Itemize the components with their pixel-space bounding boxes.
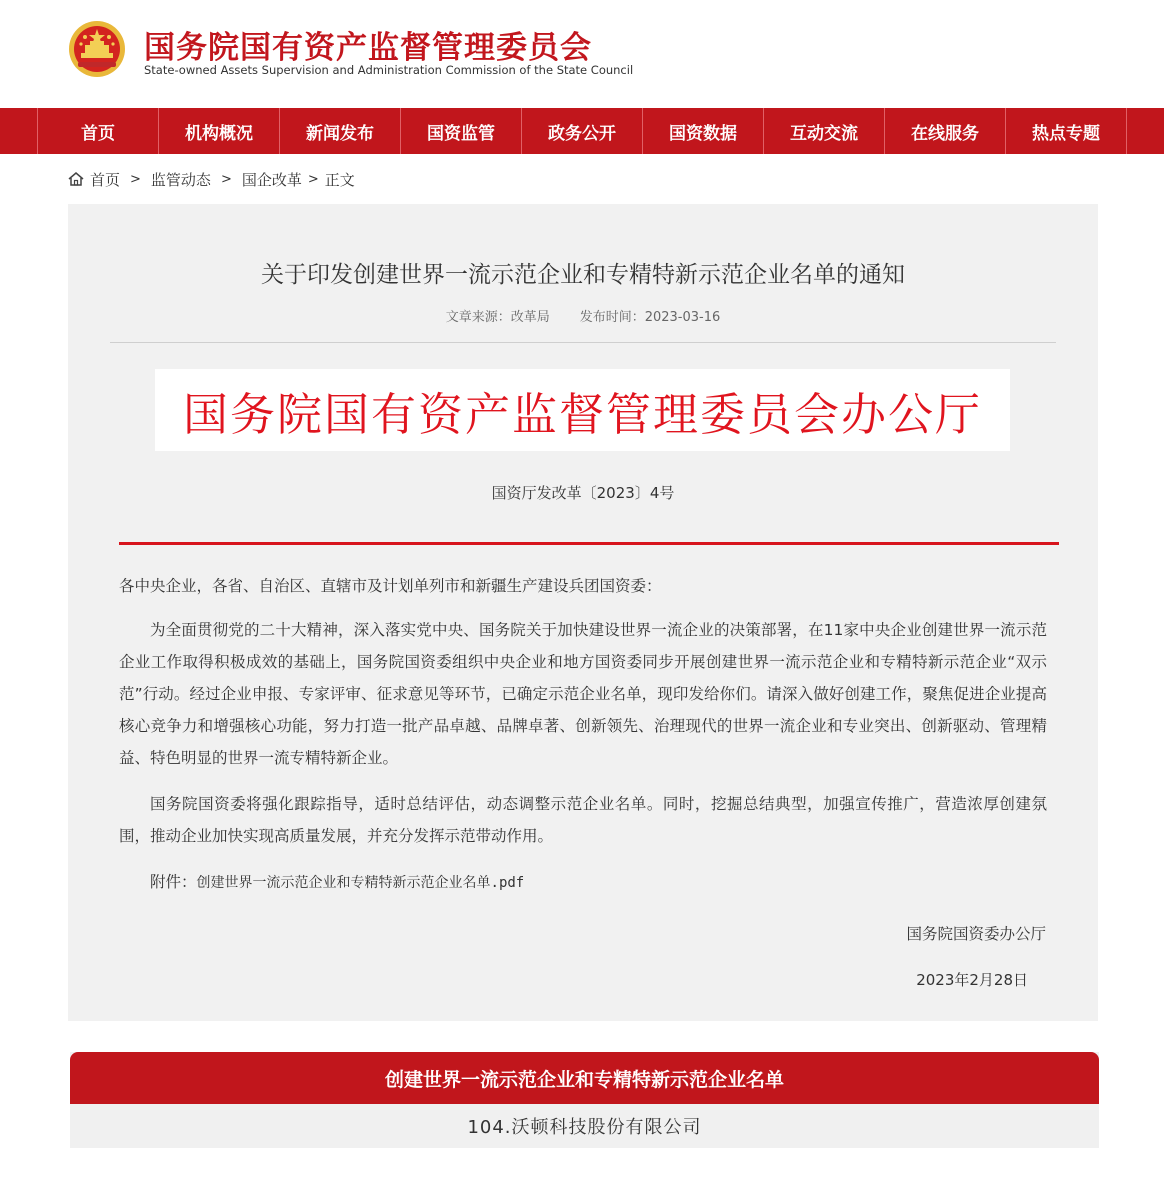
body-paragraph-1: 为全面贯彻党的二十大精神，深入落实党中央、国务院关于加快建设世界一流企业的决策部署，在11家中央企业创建世界一流示范企业工作取得积极成效的基础上，国务院国资委组织中央企业和地方国资委同步开展创建世界一流示范企业和专精特新示范企业“双示范”行动。经过企业申报、专家评审、征求意见等环节，已确定示范企业名单，现印发给你们。请深入做好创建工作，聚焦促进企业提高核心竞争力和增强核心功能，努力打造一批产品卓越、品牌卓著、创新领先、治理现代的世界一流企业和专业突出、创新驱动、管理精益、特色明显的世界一流专精特新企业。 <box>119 621 1047 767</box>
nav-spacer <box>0 108 38 154</box>
site-title: 国务院国有资产监督管理委员会 <box>144 30 592 66</box>
nav-item-supervision[interactable]: 国资监管 <box>401 108 522 154</box>
nav-item-news[interactable]: 新闻发布 <box>280 108 401 154</box>
attachment-line <box>119 866 1047 899</box>
enterprise-list-row: 104.沃顿科技股份有限公司 <box>467 1117 702 1138</box>
signature: 国务院国资委办公厅 <box>906 925 1046 943</box>
red-letterhead <box>155 369 1010 451</box>
title-divider <box>110 342 1056 343</box>
nav-item-government-affairs[interactable]: 政务公开 <box>522 108 643 154</box>
article-body <box>119 570 1047 899</box>
signature-date: 2023年2月28日 <box>916 971 1028 989</box>
enterprise-list-header: 创建世界一流示范企业和专精特新示范企业名单 <box>70 1052 1099 1104</box>
site-subtitle: State-owned Assets Supervision and Administration Commission of the State Council <box>144 63 634 77</box>
article-panel <box>68 204 1098 1021</box>
breadcrumb-separator: > <box>130 171 141 187</box>
document-number: 国资厅发改革〔2023〕4号 <box>491 484 675 502</box>
breadcrumb-home[interactable]: 首页 <box>90 170 121 189</box>
breadcrumb-soe-reform[interactable]: 国企改革 <box>241 170 302 189</box>
article-source: 文章来源：改革局 <box>445 310 550 325</box>
nav-item-org-overview[interactable]: 机构概况 <box>159 108 280 154</box>
article-title: 关于印发创建世界一流示范企业和专精特新示范企业名单的通知 <box>261 262 905 288</box>
national-emblem-icon[interactable] <box>68 20 126 78</box>
breadcrumb-current: 正文 <box>324 170 355 189</box>
red-divider <box>119 542 1059 545</box>
home-icon <box>68 171 84 187</box>
breadcrumb-supervision-news[interactable]: 监管动态 <box>150 170 211 189</box>
red-letterhead-text: 国务院国有资产监督管理委员会办公厅 <box>182 387 982 441</box>
article-meta <box>68 306 1098 325</box>
nav-item-data[interactable]: 国资数据 <box>643 108 764 154</box>
site-header <box>0 0 1164 108</box>
salutation: 各中央企业，各省、自治区、直辖市及计划单列市和新疆生产建设兵团国资委： <box>119 577 662 595</box>
attachment-label: 附件： <box>150 873 197 891</box>
nav-item-home[interactable]: 首页 <box>38 108 159 154</box>
article-publish-time: 发布时间：2023-03-16 <box>579 310 721 325</box>
attachment-link[interactable]: 创建世界一流示范企业和专精特新示范企业名单.pdf <box>196 875 525 891</box>
breadcrumb-separator: > <box>220 171 232 187</box>
breadcrumb-separator: > <box>307 171 319 187</box>
nav-item-hot-topics[interactable]: 热点专题 <box>1006 108 1127 154</box>
main-nav <box>0 108 1164 154</box>
nav-item-online-service[interactable]: 在线服务 <box>885 108 1006 154</box>
nav-item-interaction[interactable]: 互动交流 <box>764 108 885 154</box>
body-paragraph-2: 国务院国资委将强化跟踪指导，适时总结评估，动态调整示范企业名单。同时，挖掘总结典型，加强宣传推广，营造浓厚创建氛围，推动企业加快实现高质量发展，并充分发挥示范带动作用。 <box>119 795 1047 845</box>
enterprise-list-card <box>70 1052 1099 1148</box>
breadcrumb <box>68 168 355 190</box>
